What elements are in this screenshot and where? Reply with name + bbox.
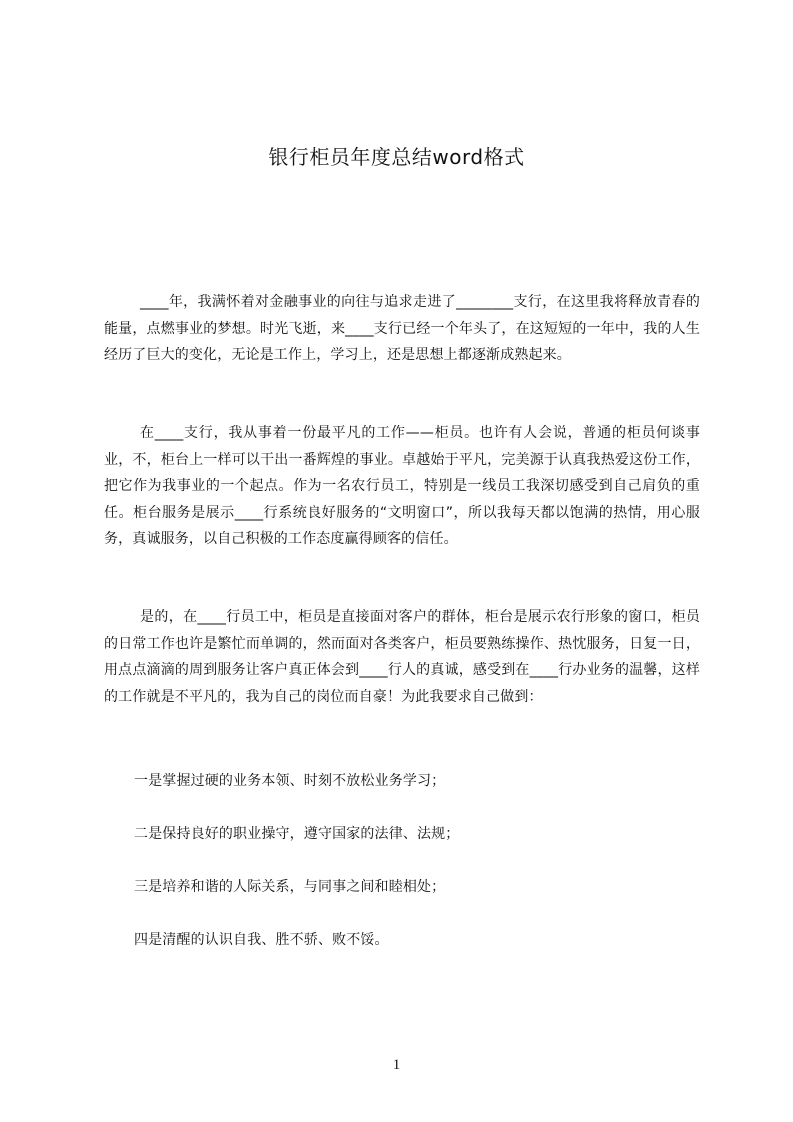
paragraph-self-requirements: 是的，在____行员工中，柜员是直接面对客户的群体，柜台是展示农行形象的窗口，柜员的日常工作也许是繁忙而单调的，然而面对各类客户，柜员要熟练操作、热忱服务，日复一日，用点点滴滴的周到服务让客户真正体会到____行人的真诚，感受到在____行办业务的温馨，这样的工作就是不平凡的，我为自己的岗位而自豪！为此我要求自己做到： (104, 609, 700, 705)
paragraph-intro: ____年，我满怀着对金融事业的向往与追求走进了________支行，在这里我将释放青春的能量，点燃事业的梦想。时光飞逝，来____支行已经一个年头了，在这短短的一年中，我的人生经历了巨大的变化，无论是工作上，学习上，还是思想上都逐渐成熟起来。 (104, 294, 700, 363)
list-item: 四是清醒的认识自我、胜不骄、败不馁。 (134, 932, 389, 948)
document-title: 银行柜员年度总结word格式 (268, 145, 525, 169)
paragraph-teller-work: 在____支行，我从事着一份最平凡的工作——柜员。也许有人会说，普通的柜员何谈事业，不，柜台上一样可以干出一番辉煌的事业。卓越始于平凡，完美源于认真我热爱这份工作，把它作为我事业的一个起点。作为一名农行员工，特别是一线员工我深切感受到自己肩负的重任。柜台服务是展示____行系统良好服务的“文明窗口”，所以我每天都以饱满的热情，用心服务，真诚服务，以自己积极的工作态度赢得顾客的信任。 (104, 425, 700, 547)
list-item: 二是保持良好的职业操守，遵守国家的法律、法规； (134, 826, 460, 842)
page-number: 1 (392, 1057, 401, 1073)
list-item: 一是掌握过硬的业务本领、时刻不放松业务学习； (134, 773, 446, 789)
list-item: 三是培养和谐的人际关系，与同事之间和睦相处； (134, 879, 446, 895)
